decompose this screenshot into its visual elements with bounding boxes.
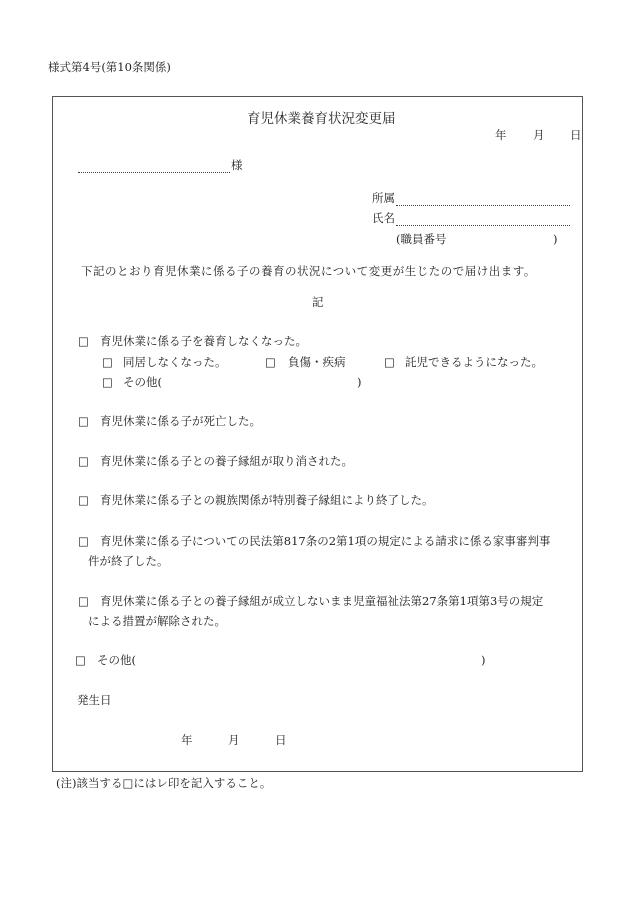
staff-number-close: ) <box>553 232 558 246</box>
name-label: 氏名 <box>372 211 395 225</box>
item6-text-line2: による措置が解除された。 <box>88 614 226 628</box>
cohabit-text: 同居しなくなった。 <box>123 355 227 369</box>
sub-other-text: その他( <box>123 375 162 389</box>
item6-text-line1: 育児休業に係る子との養子縁組が成立しないまま児童福祉法第27条第1項第3号の規定 <box>100 594 544 608</box>
date-year-label: 年 <box>495 128 507 142</box>
occurrence-month-label: 月 <box>228 733 240 747</box>
item3-text: 育児休業に係る子との養子縁組が取り消された。 <box>100 454 353 468</box>
ki-heading: 記 <box>312 295 324 309</box>
item1-text: 育児休業に係る子を養育しなくなった。 <box>100 334 307 348</box>
item2-text: 育児休業に係る子が死亡した。 <box>100 414 261 428</box>
checkbox-item4[interactable]: □ <box>78 493 89 507</box>
form-title: 育児休業養育状況変更届 <box>247 111 396 127</box>
item5-text-line2: 件が終了した。 <box>88 554 169 568</box>
checkbox-cohabit[interactable]: □ <box>102 355 113 369</box>
addressee-suffix: 様 <box>231 158 243 172</box>
checkbox-injury[interactable]: □ <box>265 355 276 369</box>
checkbox-item7[interactable]: □ <box>75 653 86 667</box>
affiliation-field[interactable] <box>396 205 570 206</box>
affiliation-label: 所属 <box>372 191 395 205</box>
form-frame <box>52 96 583 772</box>
checkbox-item2[interactable]: □ <box>78 414 89 428</box>
staff-number-label: (職員番号 <box>396 232 447 246</box>
injury-text: 負傷・疾病 <box>288 355 346 369</box>
checkbox-item1[interactable]: □ <box>78 334 89 348</box>
item7-text: その他( <box>97 653 136 667</box>
addressee-field[interactable] <box>78 172 230 173</box>
date-day-label: 日 <box>570 128 582 142</box>
item5-text-line1: 育児休業に係る子についての民法第817条の2第1項の規定による請求に係る家事審判事 <box>100 534 551 548</box>
checkbox-daycare[interactable]: □ <box>384 355 395 369</box>
daycare-text: 託児できるようになった。 <box>405 355 543 369</box>
occurrence-label: 発生日 <box>77 693 112 707</box>
sub-other-close: ) <box>357 375 362 389</box>
checkbox-sub-other[interactable]: □ <box>102 375 113 389</box>
checkbox-item6[interactable]: □ <box>78 594 89 608</box>
footnote: (注)該当する□にはレ印を記入すること。 <box>56 776 272 790</box>
item7-close: ) <box>481 653 486 667</box>
occurrence-day-label: 日 <box>275 733 287 747</box>
occurrence-year-label: 年 <box>181 733 193 747</box>
name-field[interactable] <box>396 225 570 226</box>
checkbox-item3[interactable]: □ <box>78 454 89 468</box>
form-number: 様式第4号(第10条関係) <box>48 60 171 74</box>
date-month-label: 月 <box>533 128 545 142</box>
item4-text: 育児休業に係る子との親族関係が特別養子縁組により終了した。 <box>100 493 434 507</box>
checkbox-item5[interactable]: □ <box>78 534 89 548</box>
intro-text: 下記のとおり育児休業に係る子の養育の状況について変更が生じたので届け出ます。 <box>81 264 536 278</box>
